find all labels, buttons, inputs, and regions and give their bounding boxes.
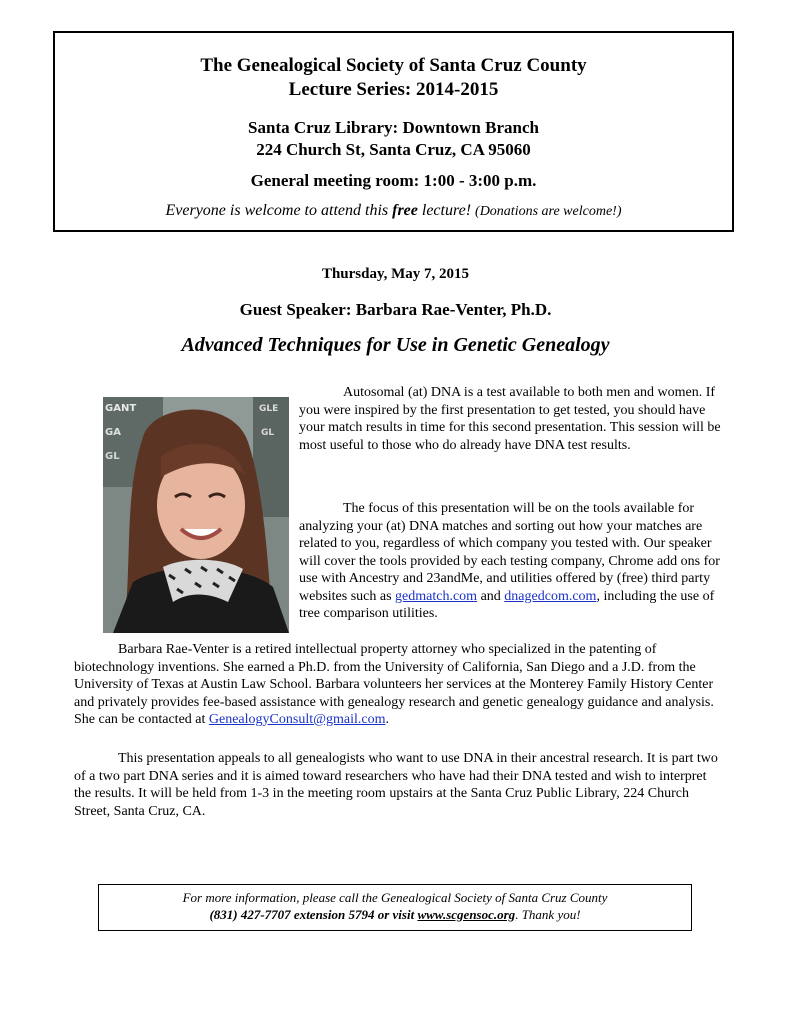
welcome-pre: Everyone is welcome to attend this — [165, 202, 393, 219]
focus-and: and — [477, 588, 505, 604]
sign-text-4: GL — [261, 428, 275, 438]
footer-phone: (831) 427-7707 extension 5794 or visit — [209, 907, 418, 922]
welcome-post: lecture! — [417, 202, 476, 219]
venue-address: 224 Church St, Santa Cruz, CA 95060 — [256, 140, 531, 159]
venue-name: Santa Cruz Library: Downtown Branch — [248, 118, 539, 137]
bio-text: Barbara Rae-Venter is a retired intellectual property attorney who specialized in the patenting of biotechnology inventions. She earned a Ph.D. from the University of California, San Diego and a J.D. from the University of Texas at Austin Law School. Barbara volunteers her services at the Monterey Family History Center and privately provides fee-based assistance with genealogy research and genetic genealogy guidance and analysis. She can be contacted at — [74, 642, 714, 727]
website-link[interactable]: www.scgensoc.org — [417, 907, 516, 922]
focus-text-end: , including the use of tree comparison utilities. — [299, 588, 715, 621]
focus-text: The focus of this presentation will be on the tools available for analyzing your (at) DNA matches and sorting out how your matches are related to you, regardless of which company you tested with. Our speaker will cover the tools provided by each testing company, Chrome add ons for use with Ancestry and 23andMe, and utilities offered by (free) third party websites such as — [299, 501, 720, 604]
sign-text-2: GLE — [259, 404, 279, 414]
intro-paragraph: Autosomal (at) DNA is a test available to both men and women. If you were inspired by the first presentation to get tested, you should have your match results in time for this second presentation. This session will be most useful to those who do already have DNA test results. — [299, 385, 721, 453]
lecture-series: Lecture Series: 2014-2015 — [288, 79, 499, 100]
sign-text-1: GANT — [105, 403, 137, 414]
guest-speaker: Guest Speaker: Barbara Rae-Venter, Ph.D. — [239, 300, 552, 319]
gedmatch-link[interactable]: gedmatch.com — [395, 588, 478, 604]
focus-paragraph — [299, 500, 731, 623]
email-link[interactable]: GenealogyConsult@gmail.com — [208, 712, 386, 727]
dnagedcom-link[interactable]: dnagedcom.com — [504, 588, 597, 604]
footer-thanks: . Thank you! — [515, 907, 581, 922]
bio-paragraph — [74, 641, 726, 729]
sign-text-5: GL — [105, 451, 120, 462]
event-date: Thursday, May 7, 2015 — [321, 266, 470, 282]
welcome-line — [55, 200, 732, 222]
society-title: The Genealogical Society of Santa Cruz County — [200, 55, 587, 76]
footer-box — [98, 884, 692, 931]
sign-text-3: GA — [105, 427, 121, 438]
audience-paragraph: This presentation appeals to all genealogists who want to use DNA in their ancestral research. It is part two of a two part DNA series and it is aimed toward researchers who have had their DNA tested and wish to interpret the results. It will be held from 1-3 in the meeting room upstairs at the Santa Cruz Public Library, 224 Church Street, Santa Cruz, CA. — [74, 751, 718, 819]
bio-end: . — [385, 712, 389, 727]
header-box — [53, 31, 734, 232]
welcome-free: free — [392, 202, 418, 219]
speaker-photo — [103, 397, 289, 633]
footer-line-2 — [99, 906, 691, 923]
footer-line-1: For more information, please call the Genealogical Society of Santa Cruz County — [182, 890, 608, 905]
talk-title: Advanced Techniques for Use in Genetic Genealogy — [181, 334, 610, 356]
welcome-note: (Donations are welcome!) — [475, 204, 622, 219]
meeting-room: General meeting room: 1:00 - 3:00 p.m. — [250, 171, 537, 190]
